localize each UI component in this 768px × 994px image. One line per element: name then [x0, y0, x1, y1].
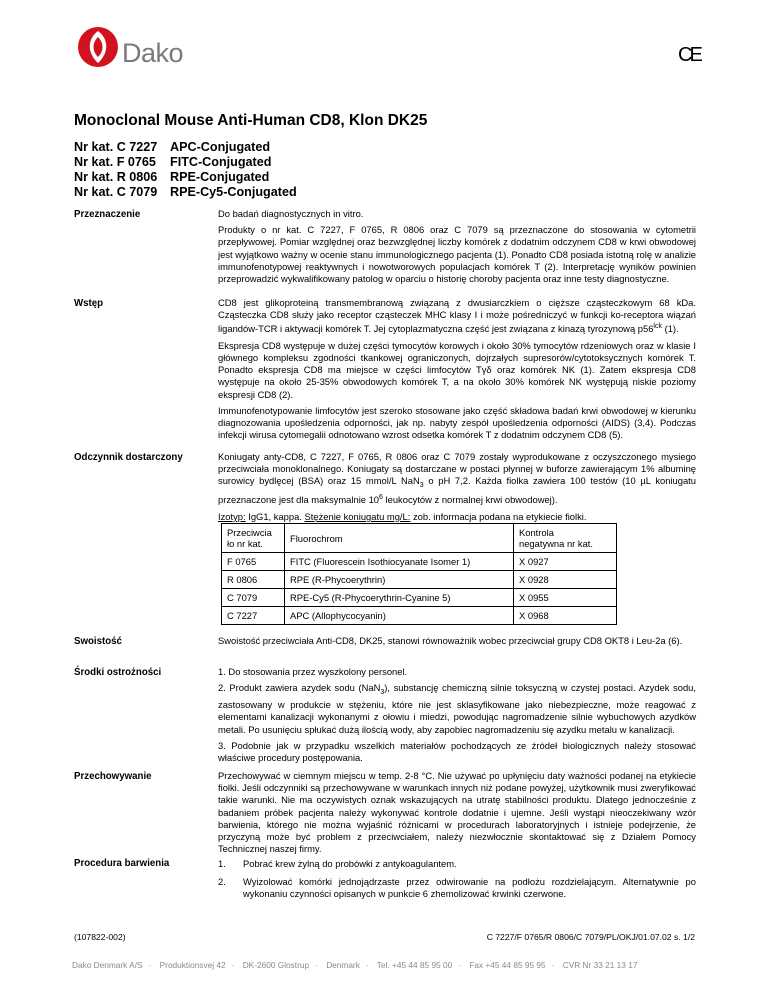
section-body-swoistosc [218, 635, 696, 651]
section-body-przechowywanie [218, 770, 696, 859]
table-header-cell: Fluorochrom [285, 524, 514, 553]
section-label-przechowywanie: Przechowywanie [74, 771, 152, 782]
section-body-odczynnik [218, 451, 696, 527]
table-cell: FITC (Fluorescein Isothiocyanate Isomer 1) [285, 553, 514, 571]
paragraph: Swoistość przeciwciała Anti-CD8, DK25, stanowi równoważnik wobec przeciwciał grupy CD8 OKT8 i Leu-2a (6). [218, 635, 683, 646]
paragraph: 3. Podobnie jak w przypadku wszelkich materiałów pochodzących ze źródeł biologicznych należy stosować właściwe procedury postępowania. [218, 739, 696, 764]
address-part: Denmark [326, 960, 360, 970]
catalog-name: FITC-Conjugated [170, 155, 272, 169]
address-part: CVR Nr 33 21 13 17 [562, 960, 638, 970]
catalog-line [74, 170, 269, 184]
catalog-number: Nr kat. C 7079 [74, 185, 158, 199]
fluorochrome-table [221, 523, 617, 625]
table-header-cell: Kontrola negatywna nr kat. [514, 524, 617, 553]
procedure-step-text: Pobrać krew żylną do probówki z antykoagulantem. [243, 858, 457, 869]
table-cell: APC (Allophycocyanin) [285, 607, 514, 625]
table-cell: F 0765 [222, 553, 285, 571]
table-row [222, 553, 617, 571]
table-cell: R 0806 [222, 571, 285, 589]
section-label-wstep: Wstęp [74, 298, 104, 309]
section-body-przeznaczenie [218, 208, 696, 289]
section-label-odczynnik: Odczynnik dostarczony [74, 452, 183, 463]
table-cell: C 7227 [222, 607, 285, 625]
paragraph: 1. Do stosowania przez wyszkolony personel. [218, 666, 408, 677]
paragraph: CD8 jest glikoproteiną transmembranową związaną z dwusiarczkiem o cięższe cząsteczkowym 68 kDa. Cząsteczka CD8 służy jako receptor cząsteczek MHC klasy I i może pośredniczyć w funkcji ko-receptora wiązań ligandów-TCR i aktywacji komórek T. Jej cytoplazmatyczna część jest związana z kinazą tyrozynową $p56^{lck}$ (1). [218, 297, 696, 335]
section-body-wstep [218, 297, 696, 445]
address-part: Tel. +45 44 85 95 00 [376, 960, 453, 970]
table-cell: RPE (R-Phycoerythrin) [285, 571, 514, 589]
section-body-srodki [218, 666, 696, 768]
footer-doc-code: (107822-002) [74, 932, 126, 942]
footer-address: Dako Denmark A/S · Produktionsvej 42 · DK-2600 Glostrup · Denmark · Tel. +45 44 85 95 00 · Fax +45 44 85 95 95 · CVR Nr 33 21 13 17 [72, 960, 638, 970]
ce-mark: CE [678, 44, 700, 66]
catalog-number: Nr kat. C 7227 [74, 140, 158, 154]
address-part: Dako Denmark A/S [72, 960, 143, 970]
table-cell: X 0927 [514, 553, 617, 571]
procedure-step-number: 1. [218, 858, 226, 869]
catalog-name: APC-Conjugated [170, 140, 271, 154]
catalog-name: RPE-Conjugated [170, 170, 270, 184]
procedure-step-number: 2. [218, 876, 226, 887]
logo-text: Dako [122, 38, 184, 68]
table-cell: X 0968 [514, 607, 617, 625]
catalog-name: RPE-Cy5-Conjugated [170, 185, 297, 199]
catalog-number: Nr kat. R 0806 [74, 170, 158, 184]
paragraph: Przechowywać w ciemnym miejscu w temp. 2-8 °C. Nie używać po upłynięciu daty ważności podanej na etykiecie fiolki. Jeśli odczynniki są przechowywane w warunkach innych niż podane powyżej, użytkownik musi zweryfikować takie warunki. Nie ma oczywistych oznak wskazujących na utratę stabilności produktu. Dlatego jednocześnie z badaniem próbek pacjenta należy wykonywać kontrole dodatnie i ujemne. Jeśli wystąpi nieoczekiwany wzór barwienia, którego nie można wyjaśnić różnicami w procedurach laboratoryjnych i istnieje podejrzenie, że przyczyną może być problem z przeciwciałem, należy niezwłocznie skontaktować się z Działem Pomocy Technicznej naszej firmy. [218, 770, 696, 855]
section-label-swoistosc: Swoistość [74, 636, 122, 647]
paragraph: Produkty o nr kat. C 7227, F 0765, R 0806 oraz C 7079 są przeznaczone do stosowania w cytometrii przepływowej. Pomiar względnej oraz bezwzględnej liczby komórek z dodatnim odczynem CD8 w krwi obwodowej jest wyjątkowo ważny w ocenie stanu immunologicznego pacjenta (1). Ponadto CD8 posiada istotną rolę w analizie immunofenotypowej reaktywnych i nowotworowych populacjach komórek T (2). Interpretację wyników powinien przeprowadzić wykwalifikowany patolog w oparciu o historię choroby pacjenta oraz inne testy diagnostyczne. [218, 224, 696, 285]
table-cell: X 0928 [514, 571, 617, 589]
table-row [222, 571, 617, 589]
section-label-procedura: Procedura barwienia [74, 858, 170, 869]
address-part: Fax +45 44 85 95 95 [469, 960, 546, 970]
catalog-line [74, 155, 271, 169]
catalog-line [74, 185, 297, 199]
table-row [222, 589, 617, 607]
paragraph: Koniugaty anty-CD8, C 7227, F 0765, R 0806 oraz C 7079 zostały wyprodukowane z oczyszczonego mysiego przeciwciała monoklonalnego. Koniugaty są dostarczane w postaci płynnej w buforze zawierającym 1% albuminę surowicy bydlęcej (BSA) oraz 15 mmol/L NaN$_3$ o pH 7,2. Każda fiolka zawiera 100 testów (10 µL koniugatu przeznaczone jest dla maksymalnie $10^6$ leukocytów z normalnej krwi obwodowej). [218, 451, 696, 506]
section-label-przeznaczenie: Przeznaczenie [74, 209, 141, 220]
paragraph: Do badań diagnostycznych in vitro. [218, 208, 364, 219]
paragraph: Izotyp: IgG1, kappa. Stężenie koniugatu mg/L: zob. informacja podana na etykiecie fiolki. [218, 510, 587, 522]
procedure-step-text: Wyizolować komórki jednojądrzaste przez odwirowanie na podłożu rozdzielającym. Alternatywnie po wykonaniu czynności opisanych w punkcie 6 zhemolizować krwinki czerwone. [243, 876, 696, 900]
paragraph: Ekspresja CD8 występuje w dużej części tymocytów korowych i około 30% tymocytów rdzeniowych oraz w klasie I głównego kompleksu zgodności tkankowej ograniczonych, dojrzałych supresorów/cytotoksycznych komórek T. Ponadto ekspresja CD8 ma miejsce w części limfocytów Tγδ oraz komórek NK (1). Zatem ekspresja CD8 występuje na około 25-35% obwodowych komórek T, a na około 30% komórek NK występują niskie poziomy ekspresji CD8 (2). [218, 339, 696, 400]
table-header-cell: Przeciwcia ło nr kat. [222, 524, 285, 553]
table-cell: RPE-Cy5 (R-Phycoerythrin-Cyanine 5) [285, 589, 514, 607]
table-cell: X 0955 [514, 589, 617, 607]
address-part: DK-2600 Glostrup [242, 960, 310, 970]
paragraph: 2. Produkt zawiera azydek sodu (NaN$_3$), substancję chemiczną silnie toksyczną w czystej postaci. Azydek sodu, zastosowany w produkcie w stężeniu, które nie jest sklasyfikowane jako niebezpieczne, może reagować z elementami kanalizacji wykonanymi z ołowiu i miedzi, powodując nagromadzenie silnie wybuchowych azydków metali. Po usunięciu spłukać dużą ilością wody, aby zapobiec nagromadzeniu się azydku metalu w kanalizacji. [218, 682, 696, 735]
address-part: Produktionsvej 42 [159, 960, 226, 970]
page-title: Monoclonal Mouse Anti-Human CD8, Klon DK25 [74, 112, 428, 129]
catalog-line [74, 140, 270, 154]
catalog-number: Nr kat. F 0765 [74, 155, 156, 169]
paragraph: Immunofenotypowanie limfocytów jest szeroko stosowane jako część składowa badań krwi obwodowej w kierunku diagnozowania upośledzenia odporności, jak np. nabyty zespół upośledzenia odporności (AIDS) (3,4). Podczas infekcji wirusa cytomegalii odnotowano wzrost odsetka komórek T z dodatnim odczynem CD8 (5). [218, 404, 696, 441]
footer-page-ref: C 7227/F 0765/R 0806/C 7079/PL/OKJ/01.07.02 s. 1/2 [486, 932, 695, 942]
table-cell: C 7079 [222, 589, 285, 607]
table-row [222, 607, 617, 625]
section-label-srodki: Środki ostrożności [74, 667, 162, 678]
table-header-row [222, 524, 617, 553]
